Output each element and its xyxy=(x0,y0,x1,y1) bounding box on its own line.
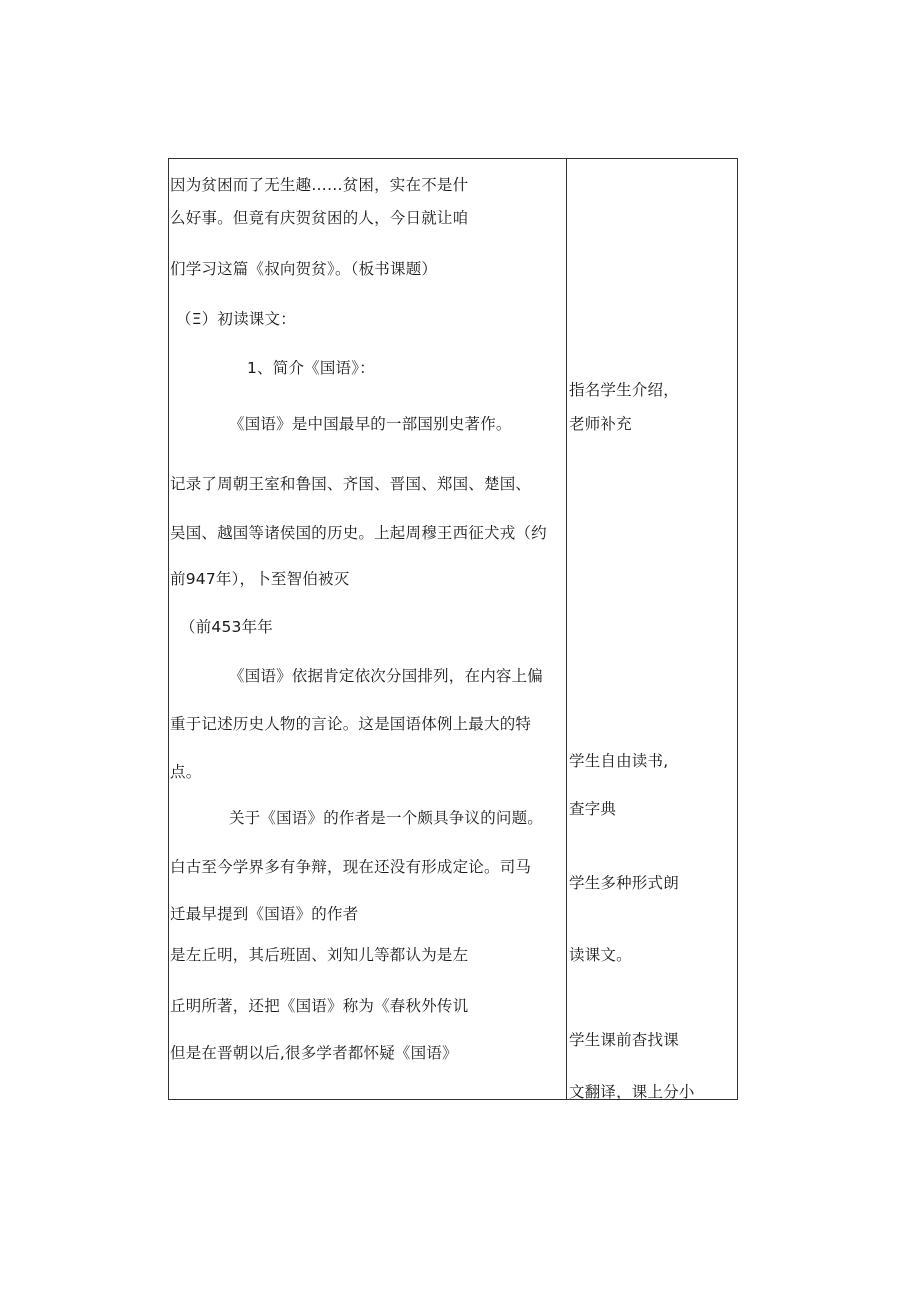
text-line: 但是在晋朝以后,很多学者都怀疑《国语》 xyxy=(170,1044,458,1062)
text-line: 因为贫困而了无生趣……贫困，实在不是什 xyxy=(170,176,469,194)
text-line: 前947年），卜至智伯被灭 xyxy=(170,570,350,588)
note-line: 老师补充 xyxy=(569,415,632,433)
text-line: 是左丘明，其后班固、刘知儿等都认为是左 xyxy=(170,946,469,964)
text-line: 《国语》依据肯定依次分国排列，在内容上偏 xyxy=(229,667,544,685)
text-line: 吴国、越国等诸侯国的历史。上起周穆王西征犬戎（约 xyxy=(170,524,547,542)
text-line: 重于记述历史人物的言论。这是国语体例上最大的特 xyxy=(170,715,532,733)
note-line: 读课文。 xyxy=(569,946,632,964)
text-line: 丘明所著，还把《国语》称为《春秋外传讥 xyxy=(170,997,469,1015)
note-line: 指名学生介绍， xyxy=(569,381,679,399)
text-line: 点。 xyxy=(170,763,202,781)
note-line: 学生课前杳找课 xyxy=(569,1031,679,1049)
section-heading: （Ξ）初读课文： xyxy=(176,310,296,328)
text-line: 《国语》是中国最早的一部国别史著作。 xyxy=(229,415,512,433)
text-line: 们学习这篇《叔向贺贫》。（板书课题） xyxy=(170,260,438,278)
column-divider xyxy=(566,158,567,1100)
subsection-heading: 1、简介《国语》： xyxy=(247,359,375,377)
note-line: 学生自由读书, xyxy=(569,752,669,770)
text-line: 关于《国语》的作者是一个颇具争议的问题。 xyxy=(229,809,544,827)
text-line: （前453年年 xyxy=(180,618,273,636)
note-line: 学生多种形式朗 xyxy=(569,874,679,892)
note-line: 查字典 xyxy=(569,800,617,818)
text-line: 白古至今学界多有争辩，现在还没有形成定论。司马 xyxy=(170,858,532,876)
text-line: 迁最早提到《国语》的作者 xyxy=(170,905,359,923)
text-line: 记录了周朝王室和鲁国、齐国、晋国、郑国、楚国、 xyxy=(170,475,532,493)
text-line: 么好事。但竟有庆贺贫困的人，今日就让咱 xyxy=(170,209,469,227)
note-line: 文翻译，课上分小 xyxy=(569,1083,695,1101)
